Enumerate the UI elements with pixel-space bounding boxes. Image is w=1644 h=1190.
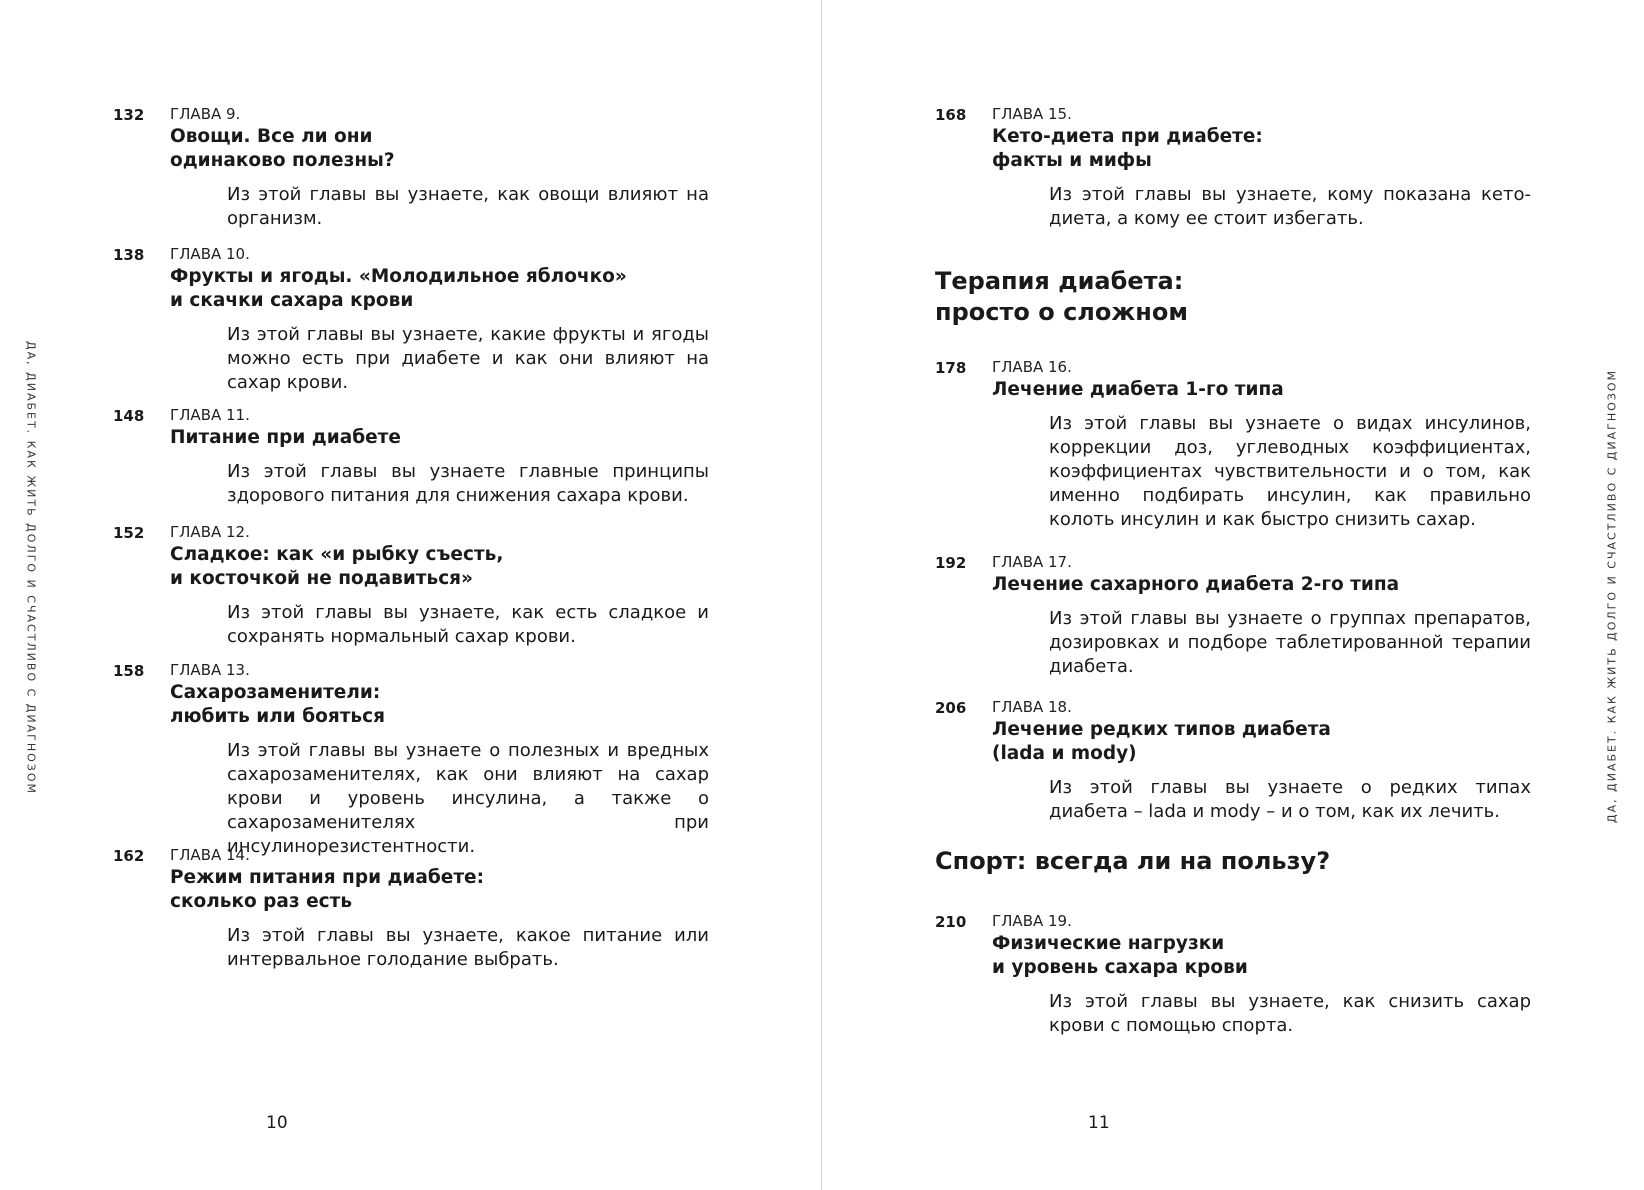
toc-entry-chapter-11[interactable] [113, 405, 733, 508]
toc-page-number: 148 [113, 407, 145, 425]
toc-page-number: 192 [935, 554, 967, 572]
toc-chapter-description: Из этой главы вы узнаете, как снизить сахар крови с помощью спорта. [1049, 991, 1531, 1036]
toc-chapter-title: Кето-диета при диабете: факты и мифы [992, 126, 1263, 171]
section-title-therapy: Терапия диабета: просто о сложном [935, 267, 1188, 326]
toc-chapter-description: Из этой главы вы узнаете о редких типах диабета – lada и mody – и о том, как их лечить. [1049, 777, 1531, 822]
toc-page-number: 162 [113, 847, 145, 865]
toc-chapter-label: ГЛАВА 14. [170, 846, 250, 864]
toc-chapter-title: Сахарозаменители: любить или бояться [170, 682, 385, 727]
toc-chapter-label: ГЛАВА 10. [170, 245, 250, 263]
right-page [822, 0, 1644, 1190]
toc-chapter-description: Из этой главы вы узнаете о видах инсулинов, коррекции доз, углеводных коэффициентах, коэффициентах чувствительности и о том, как именно подбирать инсулин, как правильно колоть инсулин и как быстро снизить сахар. [1049, 413, 1531, 530]
toc-chapter-title: Физические нагрузки и уровень сахара крови [992, 933, 1248, 978]
toc-page-number: 132 [113, 106, 145, 124]
toc-chapter-description: Из этой главы вы узнаете о группах препаратов, дозировках и подборе таблетированной терапии диабета. [1049, 608, 1531, 677]
toc-chapter-title: Лечение редких типов диабета (lada и mody) [992, 719, 1331, 764]
toc-chapter-label: ГЛАВА 19. [992, 912, 1072, 930]
toc-page-number: 138 [113, 246, 145, 264]
toc-page-number: 210 [935, 913, 967, 931]
toc-chapter-title: Лечение сахарного диабета 2-го типа [992, 574, 1400, 595]
toc-chapter-title: Лечение диабета 1-го типа [992, 379, 1284, 400]
toc-chapter-description: Из этой главы вы узнаете, как есть сладкое и сохранять нормальный сахар крови. [227, 602, 709, 647]
toc-chapter-description: Из этой главы вы узнаете, какое питание или интервальное голодание выбрать. [227, 925, 709, 970]
toc-entry-chapter-16[interactable] [935, 357, 1555, 532]
toc-chapter-label: ГЛАВА 13. [170, 661, 250, 679]
toc-entry-chapter-14[interactable] [113, 845, 733, 972]
toc-entry-chapter-15[interactable] [935, 104, 1555, 231]
toc-chapter-label: ГЛАВА 12. [170, 523, 250, 541]
toc-chapter-description: Из этой главы вы узнаете, кому показана кето-диета, а кому ее стоит избегать. [1049, 184, 1531, 229]
toc-chapter-label: ГЛАВА 9. [170, 105, 241, 123]
toc-page-number: 178 [935, 359, 967, 377]
toc-chapter-label: ГЛАВА 16. [992, 358, 1072, 376]
spine-title-left: ДА, ДИАБЕТ. КАК ЖИТЬ ДОЛГО И СЧАСТЛИВО С ДИАГНОЗОМ [24, 341, 38, 795]
page-number-right: 11 [1088, 1113, 1110, 1133]
toc-entry-chapter-9[interactable] [113, 104, 733, 231]
toc-chapter-label: ГЛАВА 15. [992, 105, 1072, 123]
toc-page-number: 158 [113, 662, 145, 680]
toc-entry-chapter-13[interactable] [113, 660, 733, 859]
toc-page-number: 152 [113, 524, 145, 542]
spine-title-right: ДА, ДИАБЕТ. КАК ЖИТЬ ДОЛГО И СЧАСТЛИВО С ДИАГНОЗОМ [1605, 369, 1619, 823]
toc-chapter-title: Сладкое: как «и рыбку съесть, и косточкой не подавиться» [170, 544, 504, 589]
toc-page-number: 206 [935, 699, 967, 717]
toc-entry-chapter-12[interactable] [113, 522, 733, 649]
section-title-sport: Спорт: всегда ли на пользу? [935, 847, 1331, 875]
page-number-left: 10 [266, 1113, 288, 1133]
toc-chapter-description: Из этой главы вы узнаете, какие фрукты и ягоды можно есть при диабете и как они влияют на сахар крови. [227, 324, 709, 393]
toc-chapter-title: Фрукты и ягоды. «Молодильное яблочко» и скачки сахара крови [170, 266, 627, 311]
toc-chapter-description: Из этой главы вы узнаете, как овощи влияют на организм. [227, 184, 709, 229]
toc-chapter-title: Овощи. Все ли они одинаково полезны? [170, 126, 395, 171]
toc-entry-chapter-17[interactable] [935, 552, 1555, 679]
toc-entry-chapter-18[interactable] [935, 697, 1555, 824]
toc-entry-chapter-19[interactable] [935, 911, 1555, 1038]
toc-chapter-label: ГЛАВА 18. [992, 698, 1072, 716]
toc-chapter-description: Из этой главы вы узнаете о полезных и вредных сахарозаменителях, как они влияют на сахар крови и уровень инсулина, а также о сахарозаменителях при инсулинорезистентности. [227, 740, 709, 857]
toc-chapter-title: Питание при диабете [170, 427, 401, 448]
toc-page-number: 168 [935, 106, 967, 124]
toc-chapter-label: ГЛАВА 11. [170, 406, 250, 424]
toc-chapter-description: Из этой главы вы узнаете главные принципы здорового питания для снижения сахара крови. [227, 461, 709, 506]
toc-chapter-label: ГЛАВА 17. [992, 553, 1072, 571]
toc-chapter-title: Режим питания при диабете: сколько раз есть [170, 867, 485, 912]
toc-entry-chapter-10[interactable] [113, 244, 733, 395]
